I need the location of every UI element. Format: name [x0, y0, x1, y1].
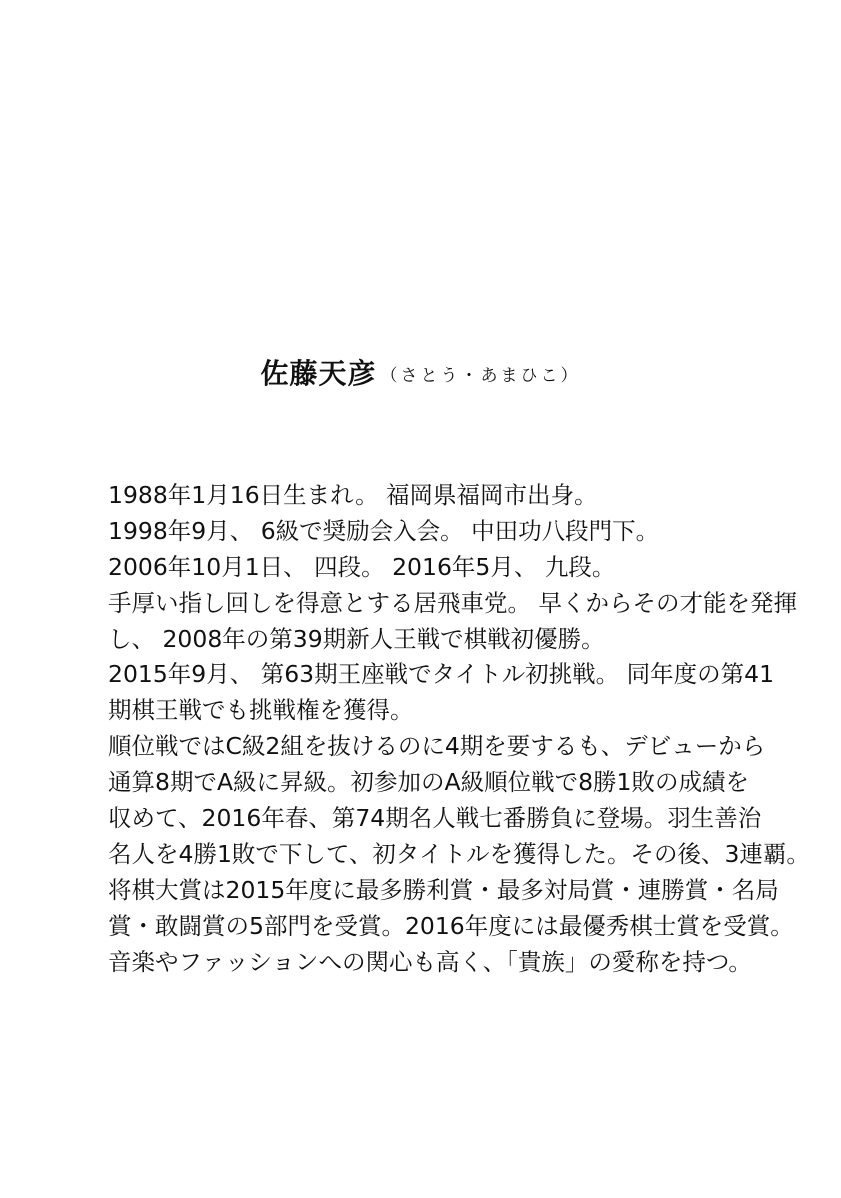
biography-line: 期棋王戦でも挑戦権を獲得。 [108, 696, 414, 725]
biography-line: 将棋大賞は2015年度に最多勝利賞・最多対局賞・連勝賞・名局 [108, 875, 779, 904]
biography-line: 順位戦ではC級2組を抜けるのに4期を要するも、デビューから [108, 732, 766, 761]
biography-line: 1988年1月16日生まれ。 福岡県福岡市出身。 [108, 481, 598, 509]
biography-line: 手厚い指し回しを得意とする居飛車党。 早くからその才能を発揮 [108, 588, 797, 617]
person-name: 佐藤天彦 [260, 357, 377, 390]
biography-line: 音楽やファッションへの関心も高く、「貴族」の愛称を持つ。 [108, 947, 752, 976]
biography-text [108, 478, 810, 980]
biography-line: 1998年9月、 6級で奨励会入会。 中田功八段門下。 [108, 516, 660, 545]
biography-line: 通算8期でA級に昇級。初参加のA級順位戦で8勝1敗の成績を [108, 768, 750, 797]
biography-line: 2015年9月、 第63期王座戦でタイトル初挑戦。 同年度の第41 [108, 660, 775, 689]
biography-line: 賞・敢闘賞の5部門を受賞。2016年度には最優秀棋士賞を受賞。 [108, 911, 794, 940]
name-reading: （さとう・あまひこ） [380, 366, 581, 386]
biography-line: 2006年10月1日、 四段。 2016年5月、 九段。 [108, 552, 616, 581]
biography-line: し、 2008年の第39期新人王戦で棋戦初優勝。 [108, 624, 605, 653]
profile-heading [0, 352, 841, 392]
biography-line: 収めて、2016年春、第74期名人戦七番勝負に登場。羽生善治 [108, 804, 762, 833]
biography-line: 名人を4勝1敗で下して、初タイトルを獲得した。その後、3連覇。 [108, 839, 810, 868]
